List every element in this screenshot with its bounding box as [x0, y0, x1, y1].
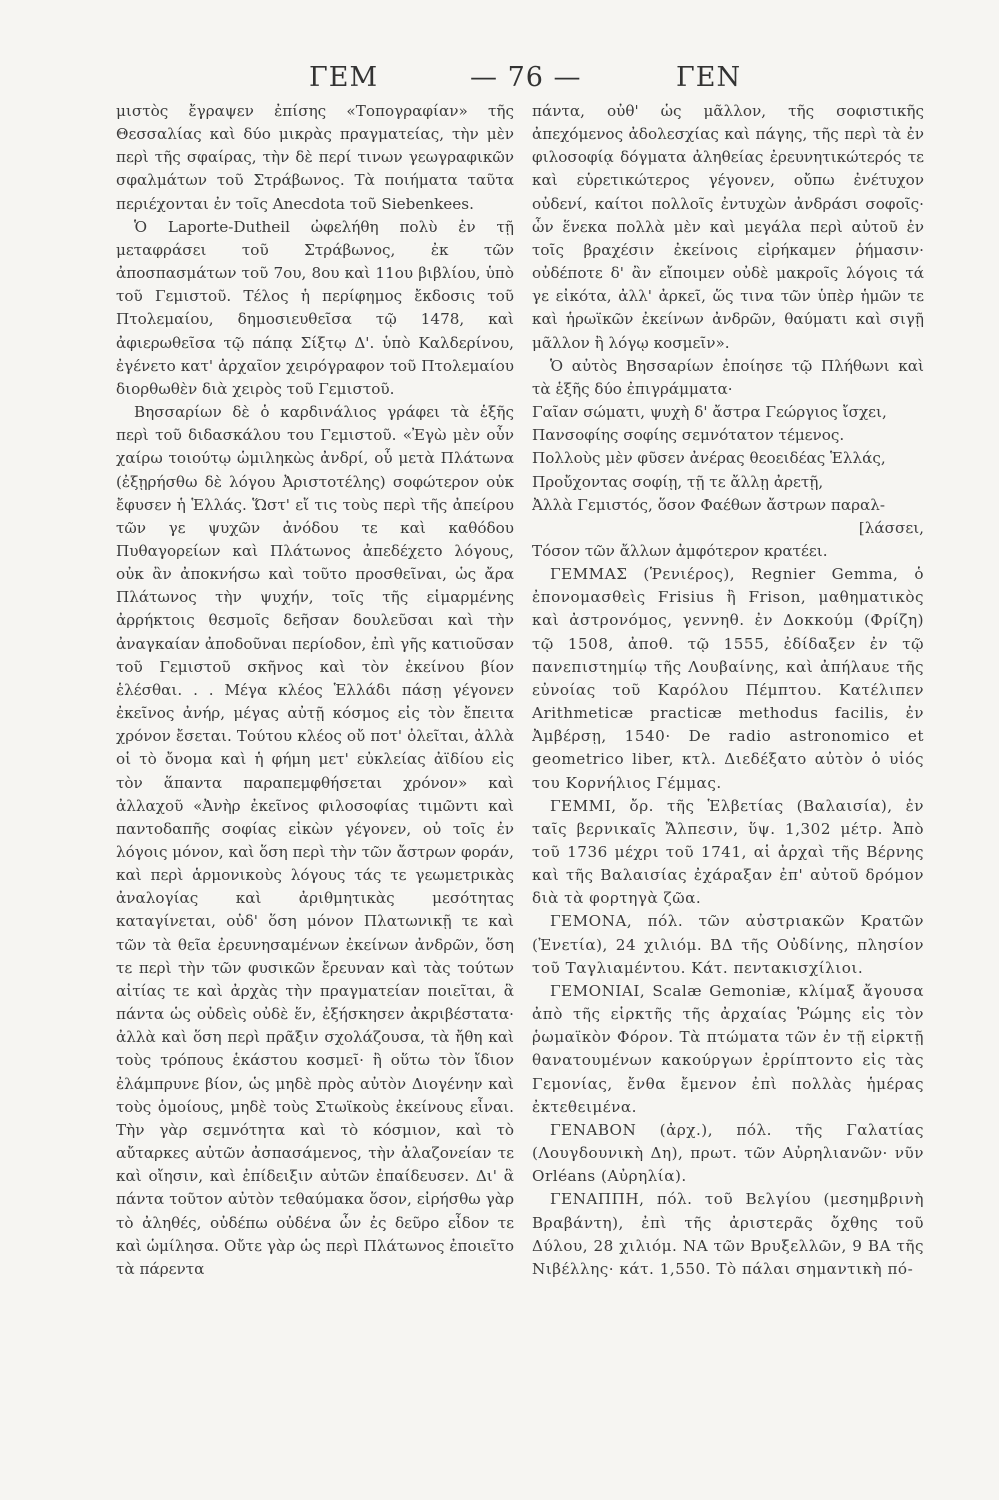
paragraph: Βησσαρίων δὲ ὁ καρδινάλιος γράφει τὰ ἑξῆς περὶ τοῦ διδασκάλου του Γεμιστοῦ. «Ἐγὼ μὲν οὖν χαίρω τοιούτῳ ὡμιληκὼς ἀνδρί, οὗ μετὰ Πλάτωνα (ἐξῃρήσθω δὲ λόγου Ἀριστοτέλης) σοφώτερον οὐκ ἔφυσεν ἡ Ἑλλάς. Ὥστ' εἴ τις τοὺς περὶ τῆς ἀπείρου τῶν γε ψυχῶν ἀνόδου τε καὶ καθόδου Πυθαγορείων καὶ Πλάτωνος ἀπεδέχετο λόγους, οὐκ ἂν ἀποκνήσω καὶ τοῦτο προσθεῖναι, ὡς ἄρα Πλάτωνος τὴν ψυχήν, τοῖς τῆς εἱμαρμένης ἀρρήκτοις θεσμοῖς δεῆσαν δουλεῦσαι καὶ τὴν ἀναγκαίαν ἀποδοῦναι περίοδον, ἐπὶ γῆς κατιοῦσαν τοῦ Γεμιστοῦ σκῆνος καὶ τὸν ἐκείνου βίον ἑλέσθαι. . . Μέγα κλέος Ἑλλάδι πάσῃ γέγονεν ἐκεῖνος ἀνήρ, μέγας αὐτῇ κόσμος εἰς τὸν ἔπειτα χρόνον ἔσεται. Τούτου κλέος οὔ ποτ' ὀλεῖται, ἀλλὰ οἱ τὸ ὄνομα καὶ ἡ φήμη μετ' εὐκλείας ἀϊδίου εἰς τὸν ἅπαντα παραπεμφθήσεται χρόνον» καὶ ἀλλαχοῦ «Ἀνὴρ ἐκεῖνος φιλοσοφίας τιμῶντι καὶ παντοδαπῆς σοφίας εἰκὼν γέγονεν, οὐ τοῖς ἐν λόγοις μόνον, καὶ ὅση περὶ τὴν τῶν ἄστρων φοράν, καὶ περὶ ἁρμονικοὺς λόγους τάς τε γεωμετρικὰς ἀναλογίας καὶ ἀριθμητικὰς μεσότητας καταγίνεται, οὐδ' ὅση μόνον Πλατωνικῇ τε καὶ τῶν τὰ θεῖα ἐρευνησαμένων ἐκείνων ἀνδρῶν, ὅση τε περὶ τὴν τῶν φυσικῶν ἔρευναν καὶ τὰς τούτων αἰτίας τε καὶ ἀρχὰς τὴν πραγματείαν ποιεῖται, ἃ πάντα ὡς οὐδεὶς οὐδὲ ἕν, ἐξήσκησεν ἀκριβέστατα· ἀλλὰ καὶ ὅση περὶ πρᾶξιν σχολάζουσα, τὰ ἤθη καὶ τοὺς τρόπους ἑκάστου κοσμεῖ· ἢ οὕτω τὸν ἴδιον ἐλάμπρυνε βίον, ὡς μηδὲ πρὸς αὐτὸν Διογένην καὶ τοὺς ὁμοίους, μηδὲ τοὺς Στωϊκοὺς ἐκείνους εἶναι. Τὴν γὰρ σεμνότητα καὶ τὸ κόσμιον, καὶ τὸ αὔταρκες αὐτῶν ἀσπασάμενος, τὴν ἀλαζονείαν τε καὶ οἴησιν, καὶ ἐπίδειξιν αὐτῶν ἐπαίδευσεν. Δι' ἃ πάντα τοῦτον αὐτὸν τεθαύμακα ὅσον, εἰρήσθω γὰρ τὸ ἀληθές, οὐδέπω οὐδένα ὧν ἐς δεῦρο εἶδον τε καὶ ὡμίλησα. Οὔτε γὰρ ὡς περὶ Πλάτωνος ἐποιεῖτο τὰ πάρεντα — [116, 403, 514, 1278]
right-column — [532, 100, 924, 1281]
entry-gemona: ΓΕΜΟΝΑ, πόλ. τῶν αὐστριακῶν Κρατῶν (Ἐνετία), 24 χιλιόμ. ΒΔ τῆς Οὐδίνης, πλησίον τοῦ Ταγλιαμέντου. Κάτ. πεντακισχίλιοι. — [532, 912, 924, 977]
verse-tail: [λάσσει, — [858, 518, 924, 537]
entry-gemmi: ΓΕΜΜΙ, ὄρ. τῆς Ἑλβετίας (Βαλαισία), ἐν ταῖς βερνικαῖς Ἄλπεσιν, ὕψ. 1,302 μέτρ. Ἀπὸ τοῦ 1736 μέχρι τοῦ 1741, αἱ ἀρχαὶ τῆς Βέρνης καὶ τῆς Βαλαισίας ἐχάραξαν ἐπ' αὐτοῦ δρόμον διὰ τὰ φορτηγὰ ζῶα. — [532, 796, 924, 908]
verse-line: Ἀλλὰ Γεμιστός, ὅσον Φαέθων ἄστρων παραλ- — [532, 495, 886, 514]
header-left-guideword: ΓΕΜ — [309, 62, 379, 93]
verse-line: Πανσοφίης σοφίης σεμνότατον τέμενος. — [532, 426, 845, 445]
paragraph-continuation: πάντα, οὐθ' ὡς μᾶλλον, τῆς σοφιστικῆς ἀπεχόμενος ἀδολεσχίας καὶ πάγης, τῆς περὶ τὰ ἐν φιλοσοφίᾳ δόγματα ἀληθείας ἐρευνητικώτερός τε καὶ εὑρετικώτερος γέγονεν, οὔπω ἐνέτυχον οὐδενί, καίτοι πολλοῖς ἐντυχὼν ἀνδράσι σοφοῖς· ὧν ἕνεκα πολλὰ μὲν καὶ μεγάλα περὶ αὐτοῦ ἐν τοῖς βραχέσιν ἐκείνοις εἰρήκαμεν ῥήμασιν· οὐδέποτε δ' ἂν εἴποιμεν οὐδὲ μακροῖς λόγοις τά γε εἰκότα, ἀλλ' ἀρκεῖ, ὥς τινα τῶν ὑπὲρ ἡμῶν τε καὶ ἡρωϊκῶν ἐκείνων ἀνδρῶν, θαύματι καὶ σιγῇ μᾶλλον ἢ λόγῳ κοσμεῖν». — [532, 102, 924, 352]
header-right-guideword: ΓΕΝ — [676, 62, 742, 93]
entry-genabon: ΓΕΝΑΒΟΝ (ἀρχ.), πόλ. τῆς Γαλατίας (Λουγδουνικὴ Δη), πρωτ. τῶν Αὐρηλιανῶν· νῦν Orléans (Αὐρηλία). — [532, 1120, 924, 1186]
verse-line: Πολλοὺς μὲν φῦσεν ἀνέρας θεοειδέας Ἑλλάς, — [532, 449, 886, 468]
verse-line: Τόσον τῶν ἄλλων ἀμφότερον κρατέει. — [532, 541, 828, 560]
paragraph: μιστὸς ἔγραψεν ἐπίσης «Τοπογραφίαν» τῆς Θεσσαλίας καὶ δύο μικρὰς πραγματείας, τὴν μὲν περὶ τῆς σφαίρας, τὴν δὲ περί τινων γεωγραφικῶν σφαλμάτων τοῦ Στράβωνος. Τὰ ποιήματα ταῦτα περιέχονται ἐν τοῖς Anecdota τοῦ Siebenkees. — [116, 102, 514, 213]
left-column — [116, 100, 514, 1281]
entry-gemoniai: ΓΕΜΟΝΙΑΙ, Scalæ Gemoniæ, κλίμαξ ἄγουσα ἀπὸ τῆς εἱρκτῆς τῆς ἀρχαίας Ῥώμης εἰς τὸν ῥωμαϊκὸν Φόρον. Τὰ πτώματα τῶν ἐν τῇ εἱρκτῇ θανατουμένων κακούργων ἐρρίπτοντο εἰς τὰς Γεμονίας, ἔνθα ἔμενον ἐπὶ πολλὰς ἡμέρας ἐκτεθειμένα. — [532, 981, 924, 1116]
running-header — [118, 62, 866, 102]
paragraph: Ὁ Laporte-Dutheil ὠφελήθη πολὺ ἐν τῇ μεταφράσει τοῦ Στράβωνος, ἐκ τῶν ἀποσπασμάτων τοῦ 7ου, 8ου καὶ 11ου βιβλίου, ὑπὸ τοῦ Γεμιστοῦ. Τέλος ἡ περίφημος ἔκδοσις τοῦ Πτολεμαίου, δημοσιευθεῖσα τῷ 1478, καὶ ἀφιερωθεῖσα τῷ πάπᾳ Σίξτῳ Δ'. ὑπὸ Καλδερίνου, ἐγένετο κατ' ἀρχαῖον χειρόγραφον τοῦ Πτολεμαίου διορθωθὲν διὰ χειρὸς τοῦ Γεμιστοῦ. — [116, 217, 514, 398]
verse-line: Γαῖαν σώματι, ψυχὴ δ' ἄστρα Γεώργιος ἴσχει, — [532, 403, 887, 422]
entry-gemmas: ΓΕΜΜΑΣ (Ῥενιέρος), Regnier Gemma, ὁ ἐπονομασθεὶς Frisius ἢ Frison, μαθηματικὸς καὶ ἀστρονόμος, γεννηθ. ἐν Δοκκούμ (Φρίζη) τῷ 1508, ἀποθ. τῷ 1555, ἐδίδαξεν ἐν τῷ πανεπιστημίῳ τῆς Λουβαίνης, καὶ ἀπήλαυε τῆς εὐνοίας τοῦ Καρόλου Πέμπτου. Κατέλιπεν Arithmeticæ practicæ methodus facilis, ἐν Ἀμβέρσῃ, 1540· De radio astronomico et geometrico liber, κτλ. Διεδέξατο αὐτὸν ὁ υἱός του Κορνήλιος Γέμμας. — [532, 565, 924, 792]
verse-line: Προὔχοντας σοφίῃ, τῇ τε ἄλλῃ ἀρετῇ, — [532, 472, 824, 491]
epigram-intro: Ὁ αὐτὸς Βησσαρίων ἐποίησε τῷ Πλήθωνι καὶ τὰ ἑξῆς δύο ἐπιγράμματα· — [532, 356, 924, 398]
entry-genappe: ΓΕΝΑΠΠΗ, πόλ. τοῦ Βελγίου (μεσημβρινὴ Βραβάντη), ἐπὶ τῆς ἀριστερᾶς ὄχθης τοῦ Δύλου, 28 χιλιόμ. ΝΑ τῶν Βρυξελλῶν, 9 ΒΑ τῆς Νιβέλλης· κάτ. 1,550. Τὸ πάλαι σημαντικὴ πό- — [532, 1190, 924, 1278]
page-number: — 76 — — [470, 62, 582, 93]
